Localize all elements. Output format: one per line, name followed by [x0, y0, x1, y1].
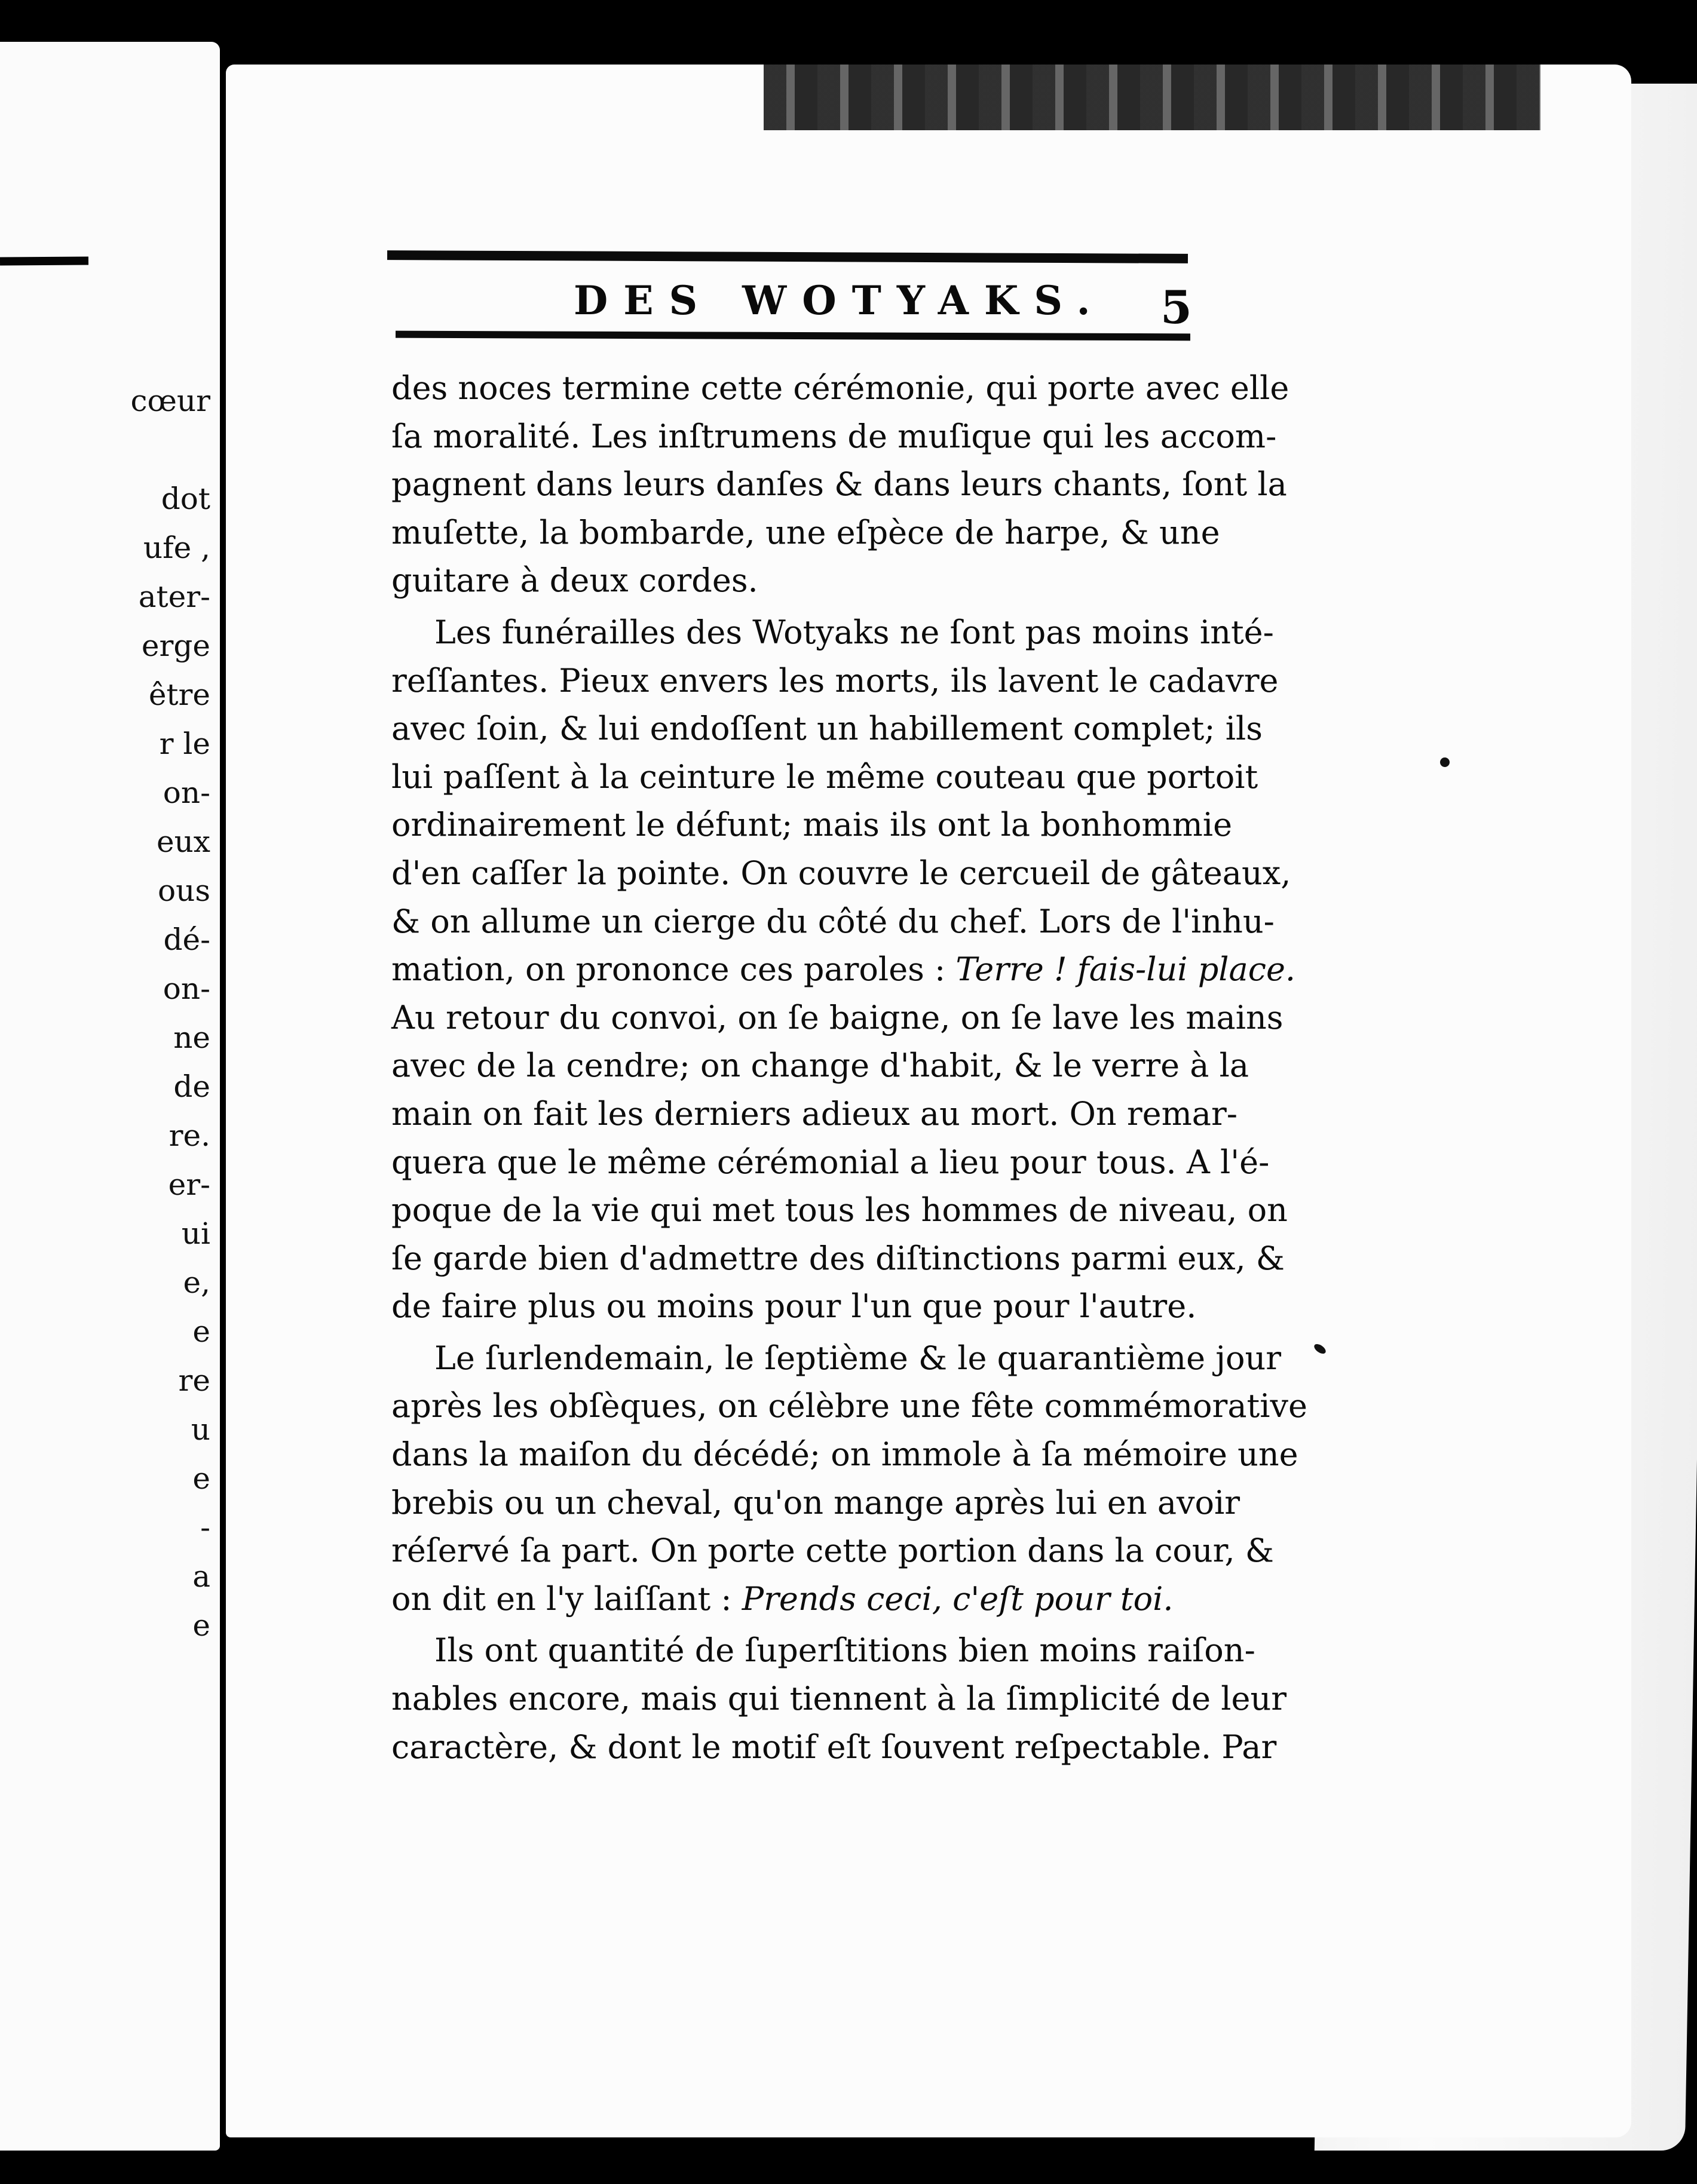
left-page-text-fragments — [130, 376, 210, 1650]
left-fragment: e — [192, 1461, 210, 1496]
left-fragment: u — [191, 1412, 210, 1447]
ink-speck — [1440, 757, 1450, 767]
left-fragment: eux — [157, 824, 210, 859]
text-line: Le ſurlendemain, le ſeptième & le quarantième jour — [434, 1339, 1282, 1377]
text-line: réſervé ſa part. On porte cette portion dans la cour, & — [391, 1532, 1274, 1570]
body-text — [391, 364, 1307, 1771]
left-fragment: r le — [159, 726, 210, 761]
text-line: ſa moralité. Les inſtrumens de muſique qui les accom- — [391, 417, 1277, 455]
bleed-through-band — [764, 65, 1540, 130]
left-fragment: er- — [168, 1167, 210, 1202]
left-fragment: on- — [163, 775, 210, 810]
left-fragment: ui — [181, 1216, 210, 1251]
text-line: brebis ou un cheval, qu'on mange après lui en avoir — [391, 1483, 1240, 1522]
text-line: Ils ont quantité de ſuperſtitions bien moins raiſon- — [434, 1631, 1255, 1670]
left-fragment: de — [173, 1069, 210, 1104]
left-fragment: dot — [161, 481, 210, 516]
left-fragment: e — [192, 1314, 210, 1349]
text-line: lui paſſent à la ceinture le même couteau que portoit — [391, 757, 1258, 796]
text-line: dans la maiſon du décédé; on immole à ſa mémoire une — [391, 1435, 1298, 1474]
text-line: Les funérailles des Wotyaks ne ſont pas moins inté- — [434, 613, 1274, 651]
left-fragment — [130, 425, 210, 474]
left-fragment: dé- — [163, 922, 210, 957]
text-line: de faire plus ou moins pour l'un que pour l'autre. — [391, 1287, 1197, 1326]
left-fragment: a — [192, 1559, 210, 1594]
left-fragment: e — [192, 1608, 210, 1643]
left-fragment: être — [148, 677, 210, 712]
italic-quote: Prends ceci, c'eſt pour toi. — [742, 1579, 1174, 1618]
text-line: d'en caſſer la pointe. On couvre le cercueil de gâteaux, — [391, 854, 1291, 892]
left-fragment: re — [178, 1363, 210, 1398]
text-line: avec ſoin, & lui endoſſent un habillement complet; ils — [391, 710, 1263, 748]
text-line: reſſantes. Pieux envers les morts, ils lavent le cadavre — [391, 661, 1279, 700]
text-line — [391, 946, 1296, 994]
text-line — [391, 1575, 1198, 1624]
text-segment: mation, on prononce ces paroles : — [391, 950, 946, 989]
left-fragment: erge — [141, 628, 210, 663]
text-line: caractère, & dont le motif eſt ſouvent reſpectable. Par — [391, 1728, 1277, 1766]
left-fragment: on- — [163, 971, 210, 1006]
text-line: muſette, la bombarde, une eſpèce de harpe, & une — [391, 513, 1220, 551]
left-page-header-rule — [0, 256, 88, 265]
page-number: 5 — [1160, 281, 1192, 334]
left-fragment: ater- — [138, 579, 210, 614]
text-line: guitare à deux cordes. — [391, 562, 758, 600]
text-line: avec de la cendre; on change d'habit, & le verre à la — [391, 1047, 1249, 1085]
left-fragment: e, — [183, 1265, 210, 1300]
text-line: Au retour du convoi, on ſe baigne, on ſe lave les mains — [391, 998, 1284, 1036]
text-line: nables encore, mais qui tiennent à la ſimplicité de leur — [391, 1680, 1287, 1718]
left-fragment: re. — [169, 1118, 210, 1153]
left-fragment: - — [200, 1510, 210, 1545]
text-line: pagnent dans leurs danſes & dans leurs chants, ſont la — [391, 465, 1287, 504]
text-line: ſe garde bien d'admettre des diſtinctions parmi eux, & — [391, 1239, 1285, 1277]
left-fragment: cœur — [130, 384, 210, 418]
text-line: poque de la vie qui met tous les hommes de niveau, on — [391, 1191, 1288, 1229]
italic-quote: Terre ! fais-lui place. — [955, 950, 1296, 989]
text-segment: on dit en l'y laiſſant : — [391, 1579, 732, 1618]
left-fragment: ufe , — [143, 530, 210, 565]
text-line: quera que le même cérémonial a lieu pour tous. A l'é- — [391, 1143, 1270, 1181]
left-fragment: ous — [158, 873, 210, 908]
text-line: main on fait les derniers adieux au mort. On remar- — [391, 1094, 1238, 1133]
text-line: après les obſèques, on célèbre une fête commémorative — [391, 1387, 1307, 1425]
left-page-fragment — [0, 42, 220, 2151]
text-line: & on allume un cierge du côté du chef. Lors de l'inhu- — [391, 902, 1275, 940]
text-line: des noces termine cette cérémonie, qui porte avec elle — [391, 369, 1289, 407]
left-fragment: ne — [173, 1020, 210, 1055]
running-title: DES WOTYAKS. — [574, 277, 1106, 324]
text-line: ordinairement le défunt; mais ils ont la bonhommie — [391, 806, 1233, 844]
